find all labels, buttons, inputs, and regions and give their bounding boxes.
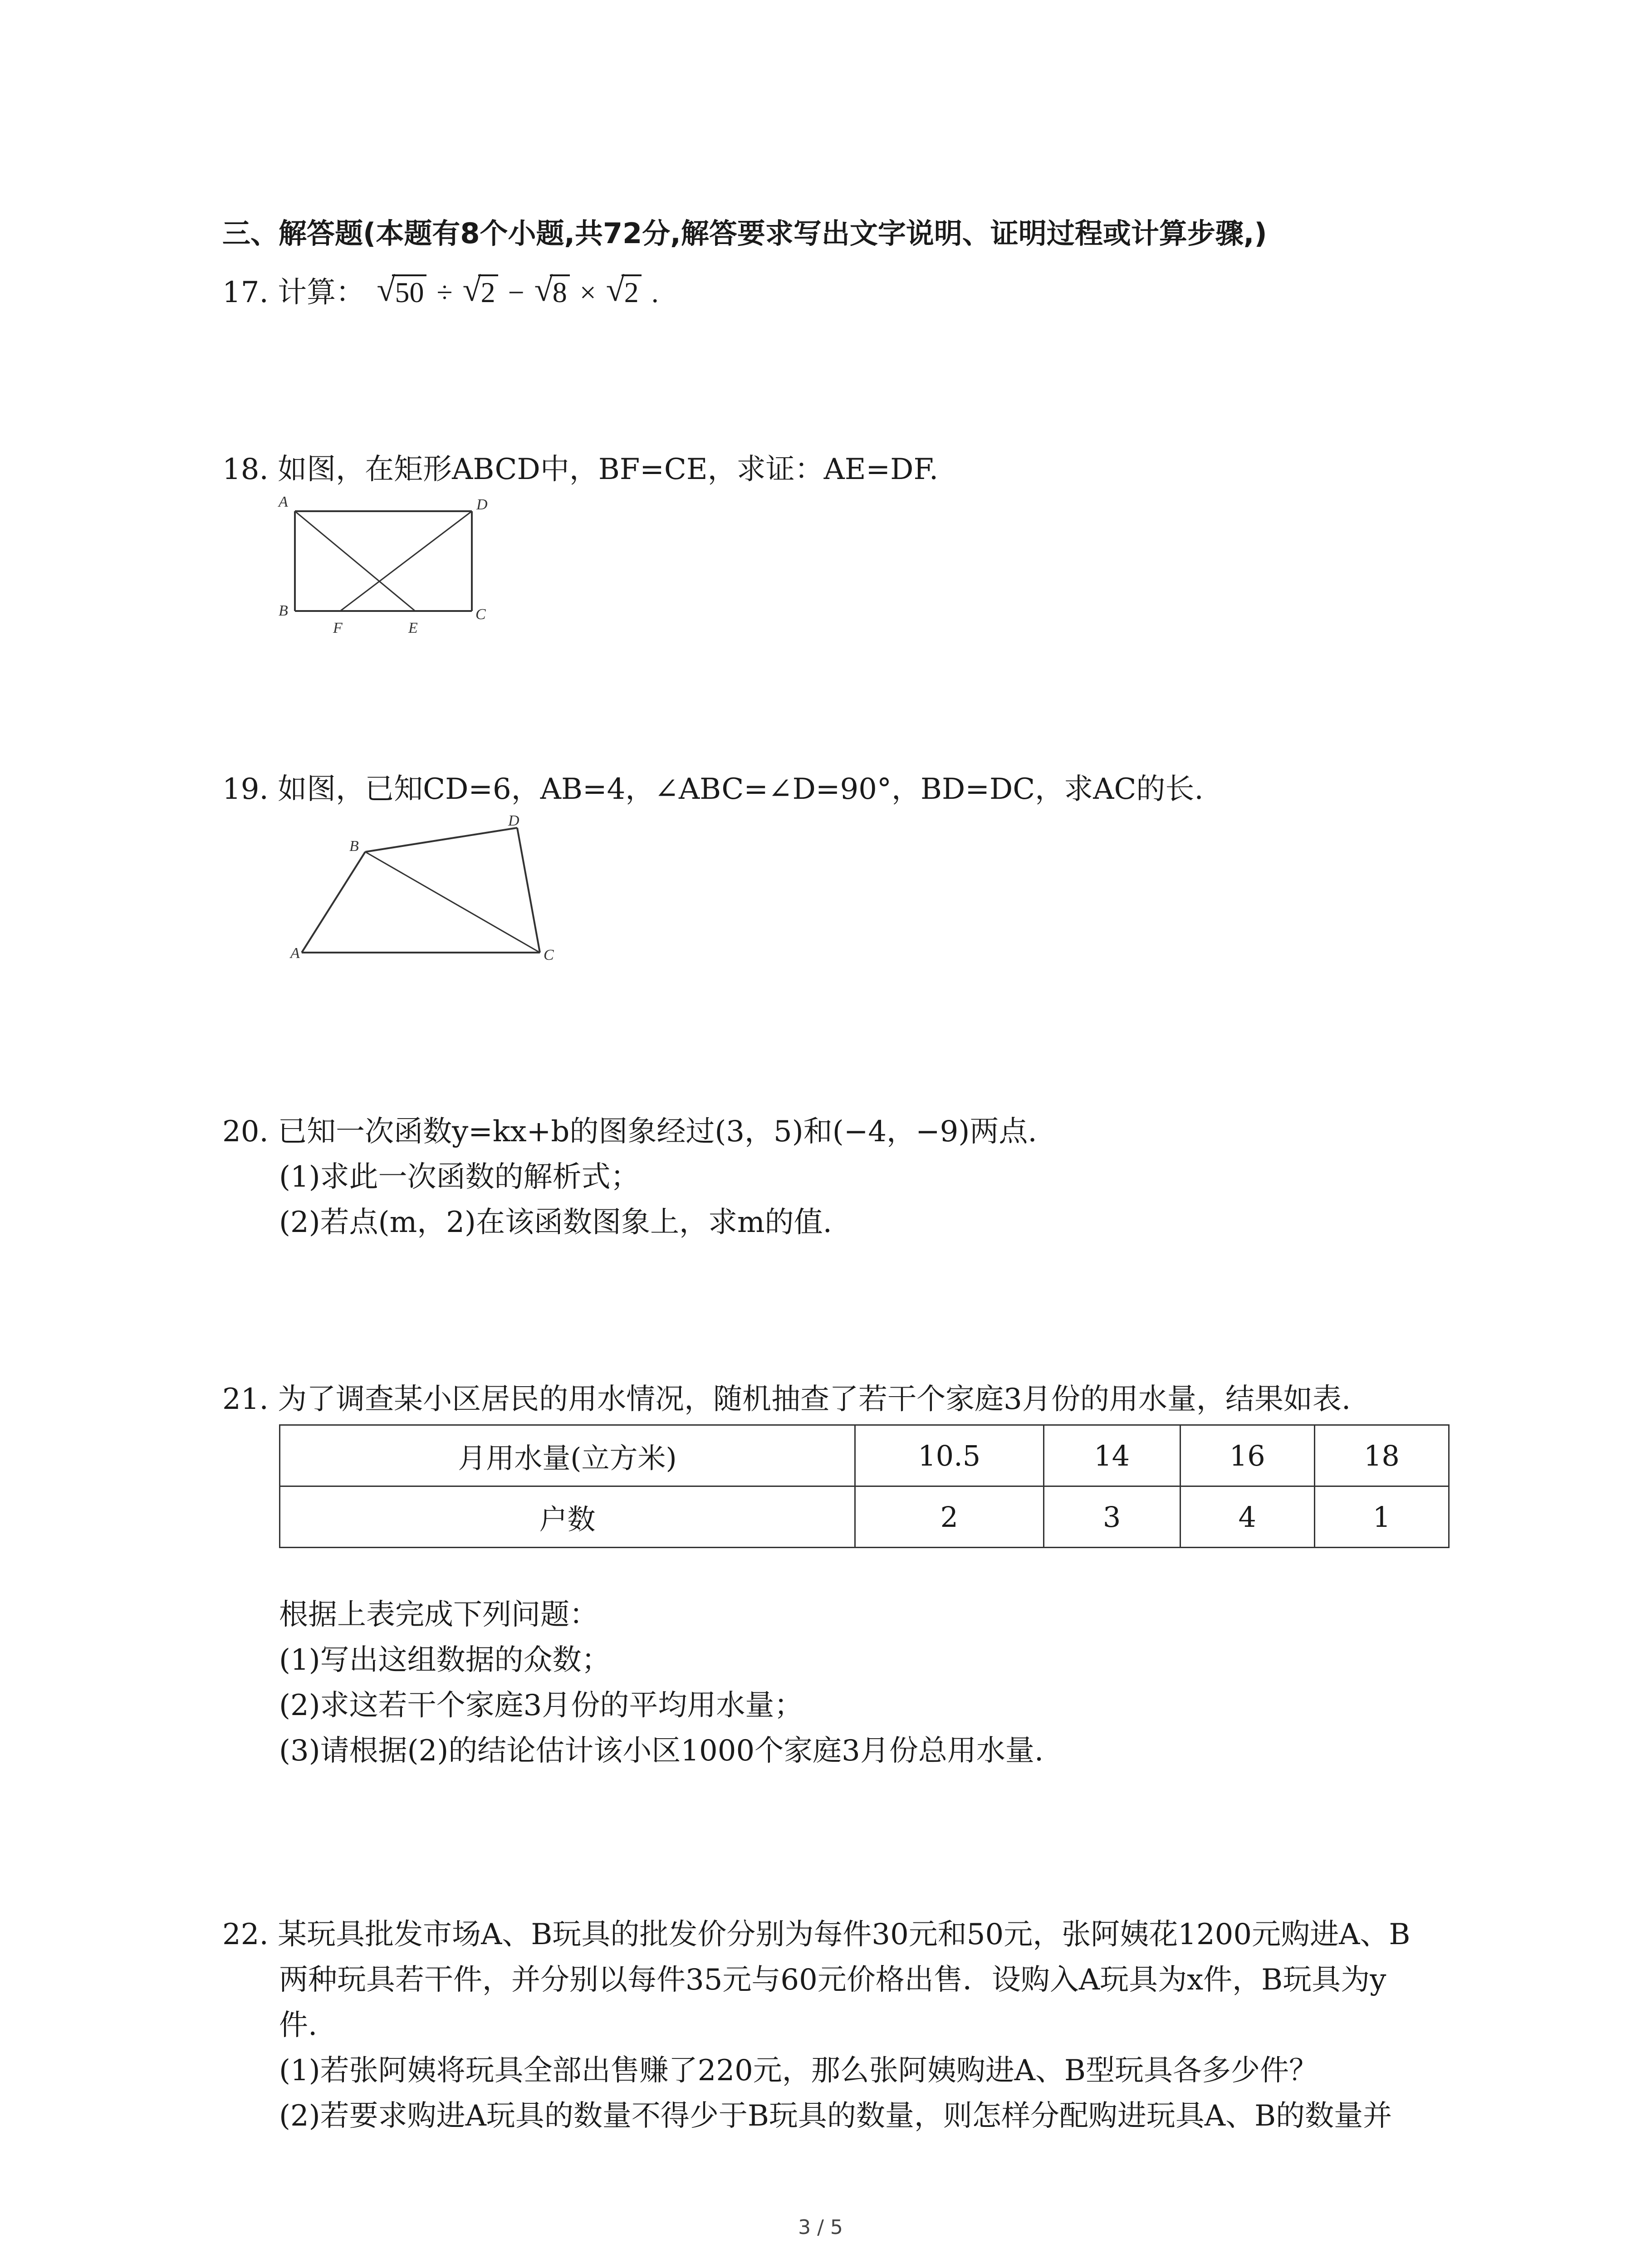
question-22-part2: (2)若要求购进A玩具的数量不得少于B玩具的数量，则怎样分配购进玩具A、B的数量并 [279,2099,1392,2133]
section-title: 三、解答题(本题有8个小题,共72分,解答要求写出文字说明、证明过程或计算步骤,) [222,217,1267,250]
question-21-part2: (2)求这若干个家庭3月份的平均用水量； [279,1689,803,1722]
question-17: 17. 计算： √ 50 ÷ √ 2 − √ 8 × √ 2 . [222,274,659,311]
segment-bc [365,852,540,953]
sqrt-2-a: √ 2 [463,274,498,311]
label-c: C [544,947,554,963]
table-cell: 4 [1180,1486,1314,1548]
question-21-stem: 21. 为了调查某小区居民的用水情况，随机抽查了若干个家庭3月份的用水量，结果如表. [222,1383,1351,1416]
question-22-part1: (1)若张阿姨将玩具全部出售赚了220元，那么张阿姨购进A、B型玩具各多少件？ [279,2054,1318,2087]
question-22-line2: 两种玩具若干件，并分别以每件35元与60元价格出售．设购入A玩具为x件，B玩具为y [279,1963,1386,1997]
question-18: 18. 如图，在矩形ABCD中，BF=CE，求证：AE=DF. [222,453,939,486]
figure-rectangle-abcd [272,492,517,646]
label-b: B [349,838,359,855]
edge-dc [517,828,540,953]
q17-label: 17. 计算： [222,276,365,309]
question-21-intro: 根据上表完成下列问题： [279,1598,598,1632]
question-22-line1: 22. 某玩具批发市场A、B玩具的批发价分别为每件30元和50元，张阿姨花1200元购进A、B [222,1918,1411,1951]
label-b: B [279,602,288,619]
table-cell: 14 [1043,1425,1180,1486]
question-20-part1: (1)求此一次函数的解析式； [279,1160,640,1194]
segment-df [340,511,472,611]
label-f: F [333,620,343,636]
sqrt-2-b: √ 2 [606,274,642,311]
table-cell: 18 [1314,1425,1449,1486]
question-19: 19. 如图，已知CD=6，AB=4，∠ABC=∠D=90°，BD=DC，求AC的长. [222,772,1204,806]
figure-quadrilateral [281,807,572,980]
table-row [280,1486,1449,1548]
label-e: E [408,620,418,636]
label-a: A [279,494,288,510]
table-cell: 户数 [280,1486,855,1548]
question-22-line3: 件. [279,2009,318,2042]
sqrt-50: √ 50 [377,274,426,311]
segment-ae [295,511,415,611]
table-cell: 1 [1314,1486,1449,1548]
edge-ba [302,852,365,953]
table-row [280,1425,1449,1486]
edge-bd [365,828,517,852]
label-c: C [475,606,486,623]
page-number: 3 / 5 [798,2216,843,2239]
table-cell: 2 [855,1486,1043,1548]
table-cell: 3 [1043,1486,1180,1548]
label-d: D [508,812,519,829]
water-usage-table [279,1424,1450,1548]
table-cell: 16 [1180,1425,1314,1486]
table-cell: 月用水量(立方米) [280,1425,855,1486]
question-21-part1: (1)写出这组数据的众数； [279,1643,611,1677]
table-cell: 10.5 [855,1425,1043,1486]
label-a: A [290,945,300,962]
sqrt-8: √ 8 [534,274,570,311]
question-21-part3: (3)请根据(2)的结论估计该小区1000个家庭3月份总用水量. [279,1734,1044,1768]
question-20-stem: 20. 已知一次函数y=kx+b的图象经过(3，5)和(−4，−9)两点. [222,1115,1037,1149]
label-d: D [476,496,488,513]
question-20-part2: (2)若点(m，2)在该函数图象上，求m的值. [279,1206,833,1239]
